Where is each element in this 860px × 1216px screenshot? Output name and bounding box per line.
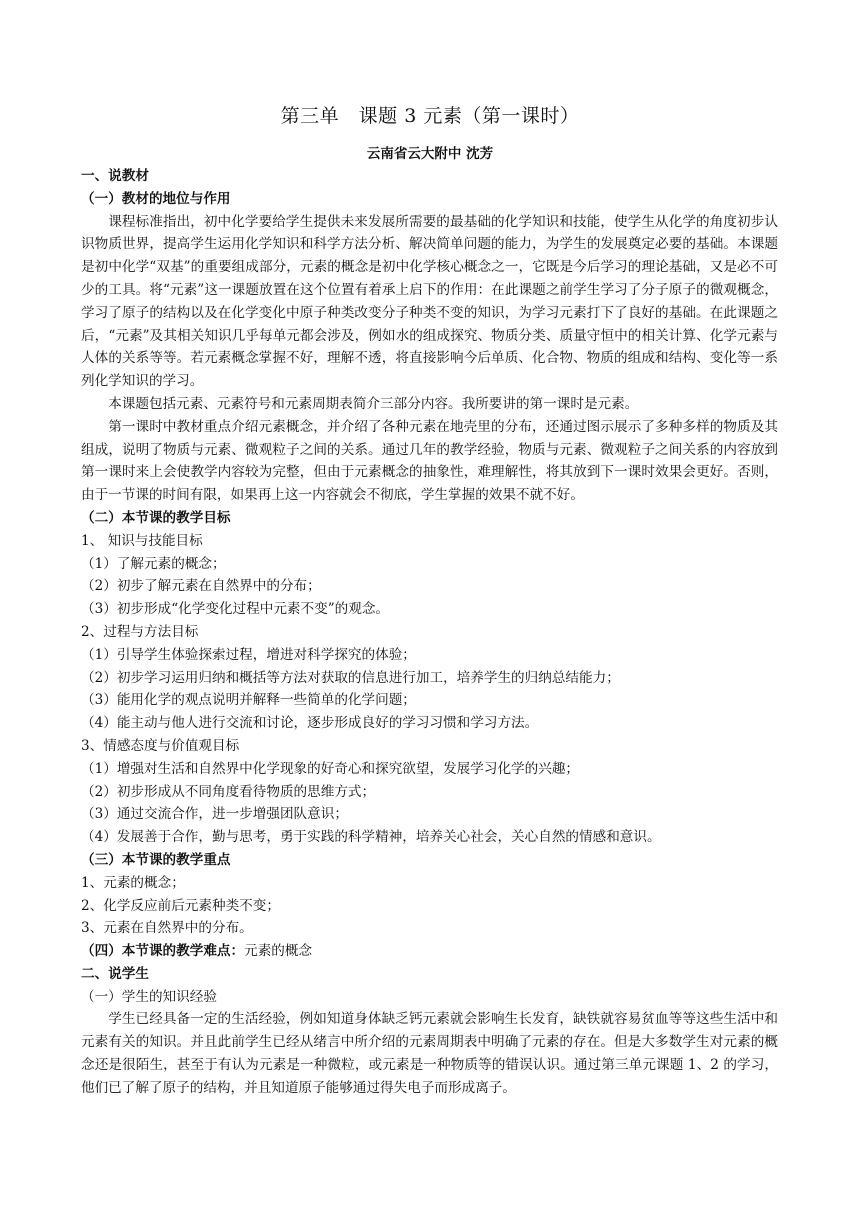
difficulty-line [81, 940, 778, 963]
difficulty-value: 元素的概念 [244, 943, 313, 960]
section-heading: 一、说教材 [81, 168, 149, 184]
list-item: （1）增强对生活和自然界中化学现象的好奇心和探究欲望，发展学习化学的兴趣； [81, 760, 580, 777]
list-item: （4）能主动与他人进行交流和讨论，逐步形成良好的学习习惯和学习方法。 [81, 715, 539, 732]
goal-heading: 3、情感态度与价值观目标 [81, 737, 240, 754]
list-item: 3、元素在自然界中的分布。 [81, 920, 253, 937]
list-item: （4）发展善于合作，勤与思考，勇于实践的科学精神，培养关心社会，关心自然的情感和意识。 [81, 829, 661, 846]
author-line: 云南省云大附中 沈芳 [366, 146, 494, 162]
list-item: （3）能用化学的观点说明并解释一些简单的化学问题； [81, 692, 416, 709]
list-item: （1）了解元素的概念； [81, 555, 226, 572]
paragraph: 学生已经具备一定的生活经验，例如知道身体缺乏钙元素就会影响生长发育，缺铁就容易贫血等等这些生活中和元素有关的知识。并且此前学生已经从绪言中所介绍的元素周期表中明确了元素的存在。但是大多数学生对元素的概念还是很陌生，甚至于有认为元素是一种微粒，或元素是一种物质等的错误认识。通过第三单元课题 1、2 的学习，他们已了解了原子的结构，并且知道原子能够通过得失电子而形成离子。 [81, 1011, 778, 1096]
document-body [81, 165, 778, 1100]
goal-heading: 1、 知识与技能目标 [81, 532, 203, 549]
list-item: （2）初步形成从不同角度看待物质的思维方式； [81, 783, 376, 800]
section-heading: 二、说学生 [81, 965, 149, 982]
list-item: （3）通过交流合作，进一步增强团队意识； [81, 806, 348, 823]
list-item: （3）初步形成“化学变化过程中元素不变”的观念。 [81, 601, 390, 618]
goal-heading: 2、过程与方法目标 [81, 623, 199, 640]
subsection-heading: （二）本节课的教学目标 [81, 509, 231, 526]
paragraph: 课程标准指出，初中化学要给学生提供未来发展所需要的最基础的化学知识和技能，使学生从化学的角度初步认识物质世界，提高学生运用化学知识和科学方法分析、解决简单问题的能力，为学生的发展奠定必要的基础。本课题是初中化学“双基”的重要组成部分，元素的概念是初中化学核心概念之一，它既是今后学习的理论基础，又是必不可少的工具。将“元素”这一课题放置在这个位置有着承上启下的作用：在此课题之前学生学习了分子原子的微观概念，学习了原子的结构以及在化学变化中原子种类改变分子种类不变的知识，为学习元素打下了良好的基础。在此课题之后，“元素”及其相关知识几乎每单元都会涉及，例如水的组成探究、物质分类、质量守恒中的相关计算、化学元素与人体的关系等等。若元素概念掌握不好，理解不透，将直接影响今后单质、化合物、物质的组成和结构、变化等一系列化学知识的学习。 [81, 213, 778, 390]
list-item: （2）初步了解元素在自然界中的分布； [81, 578, 321, 595]
subsection-heading: （四）本节课的教学难点： [81, 943, 245, 960]
list-item: （2）初步学习运用归纳和概括等方法对获取的信息进行加工，培养学生的归纳总结能力； [81, 669, 620, 686]
subsection-heading: （一）教材的地位与作用 [81, 190, 231, 207]
list-item: 1、元素的概念； [81, 874, 185, 891]
list-item: （1）引导学生体验探索过程，增进对科学探究的体验； [81, 646, 416, 663]
paragraph: 本课题包括元素、元素符号和元素周期表简介三部分内容。我所要讲的第一课时是元素。 [108, 395, 639, 412]
page-title: 第三单 课题 3 元素（第一课时） [280, 105, 580, 127]
list-item: 2、化学反应前后元素种类不变； [81, 897, 280, 914]
subsection-heading: （三）本节课的教学重点 [81, 851, 231, 868]
paragraph: 第一课时中教材重点介绍元素概念，并介绍了各种元素在地壳里的分布，还通过图示展示了多种多样的物质及其组成，说明了物质与元素、微观粒子之间的关系。通过几年的教学经验，物质与元素、微观粒子之间关系的内容放到第一课时来上会使教学内容较为完整，但由于元素概念的抽象性，难理解性，将其放到下一课时效果会更好。否则，由于一节课的时间有限，如果再上这一内容就会不彻底，学生掌握的效果不就不好。 [81, 418, 778, 504]
subsection-heading: （一）学生的知识经验 [81, 988, 217, 1005]
